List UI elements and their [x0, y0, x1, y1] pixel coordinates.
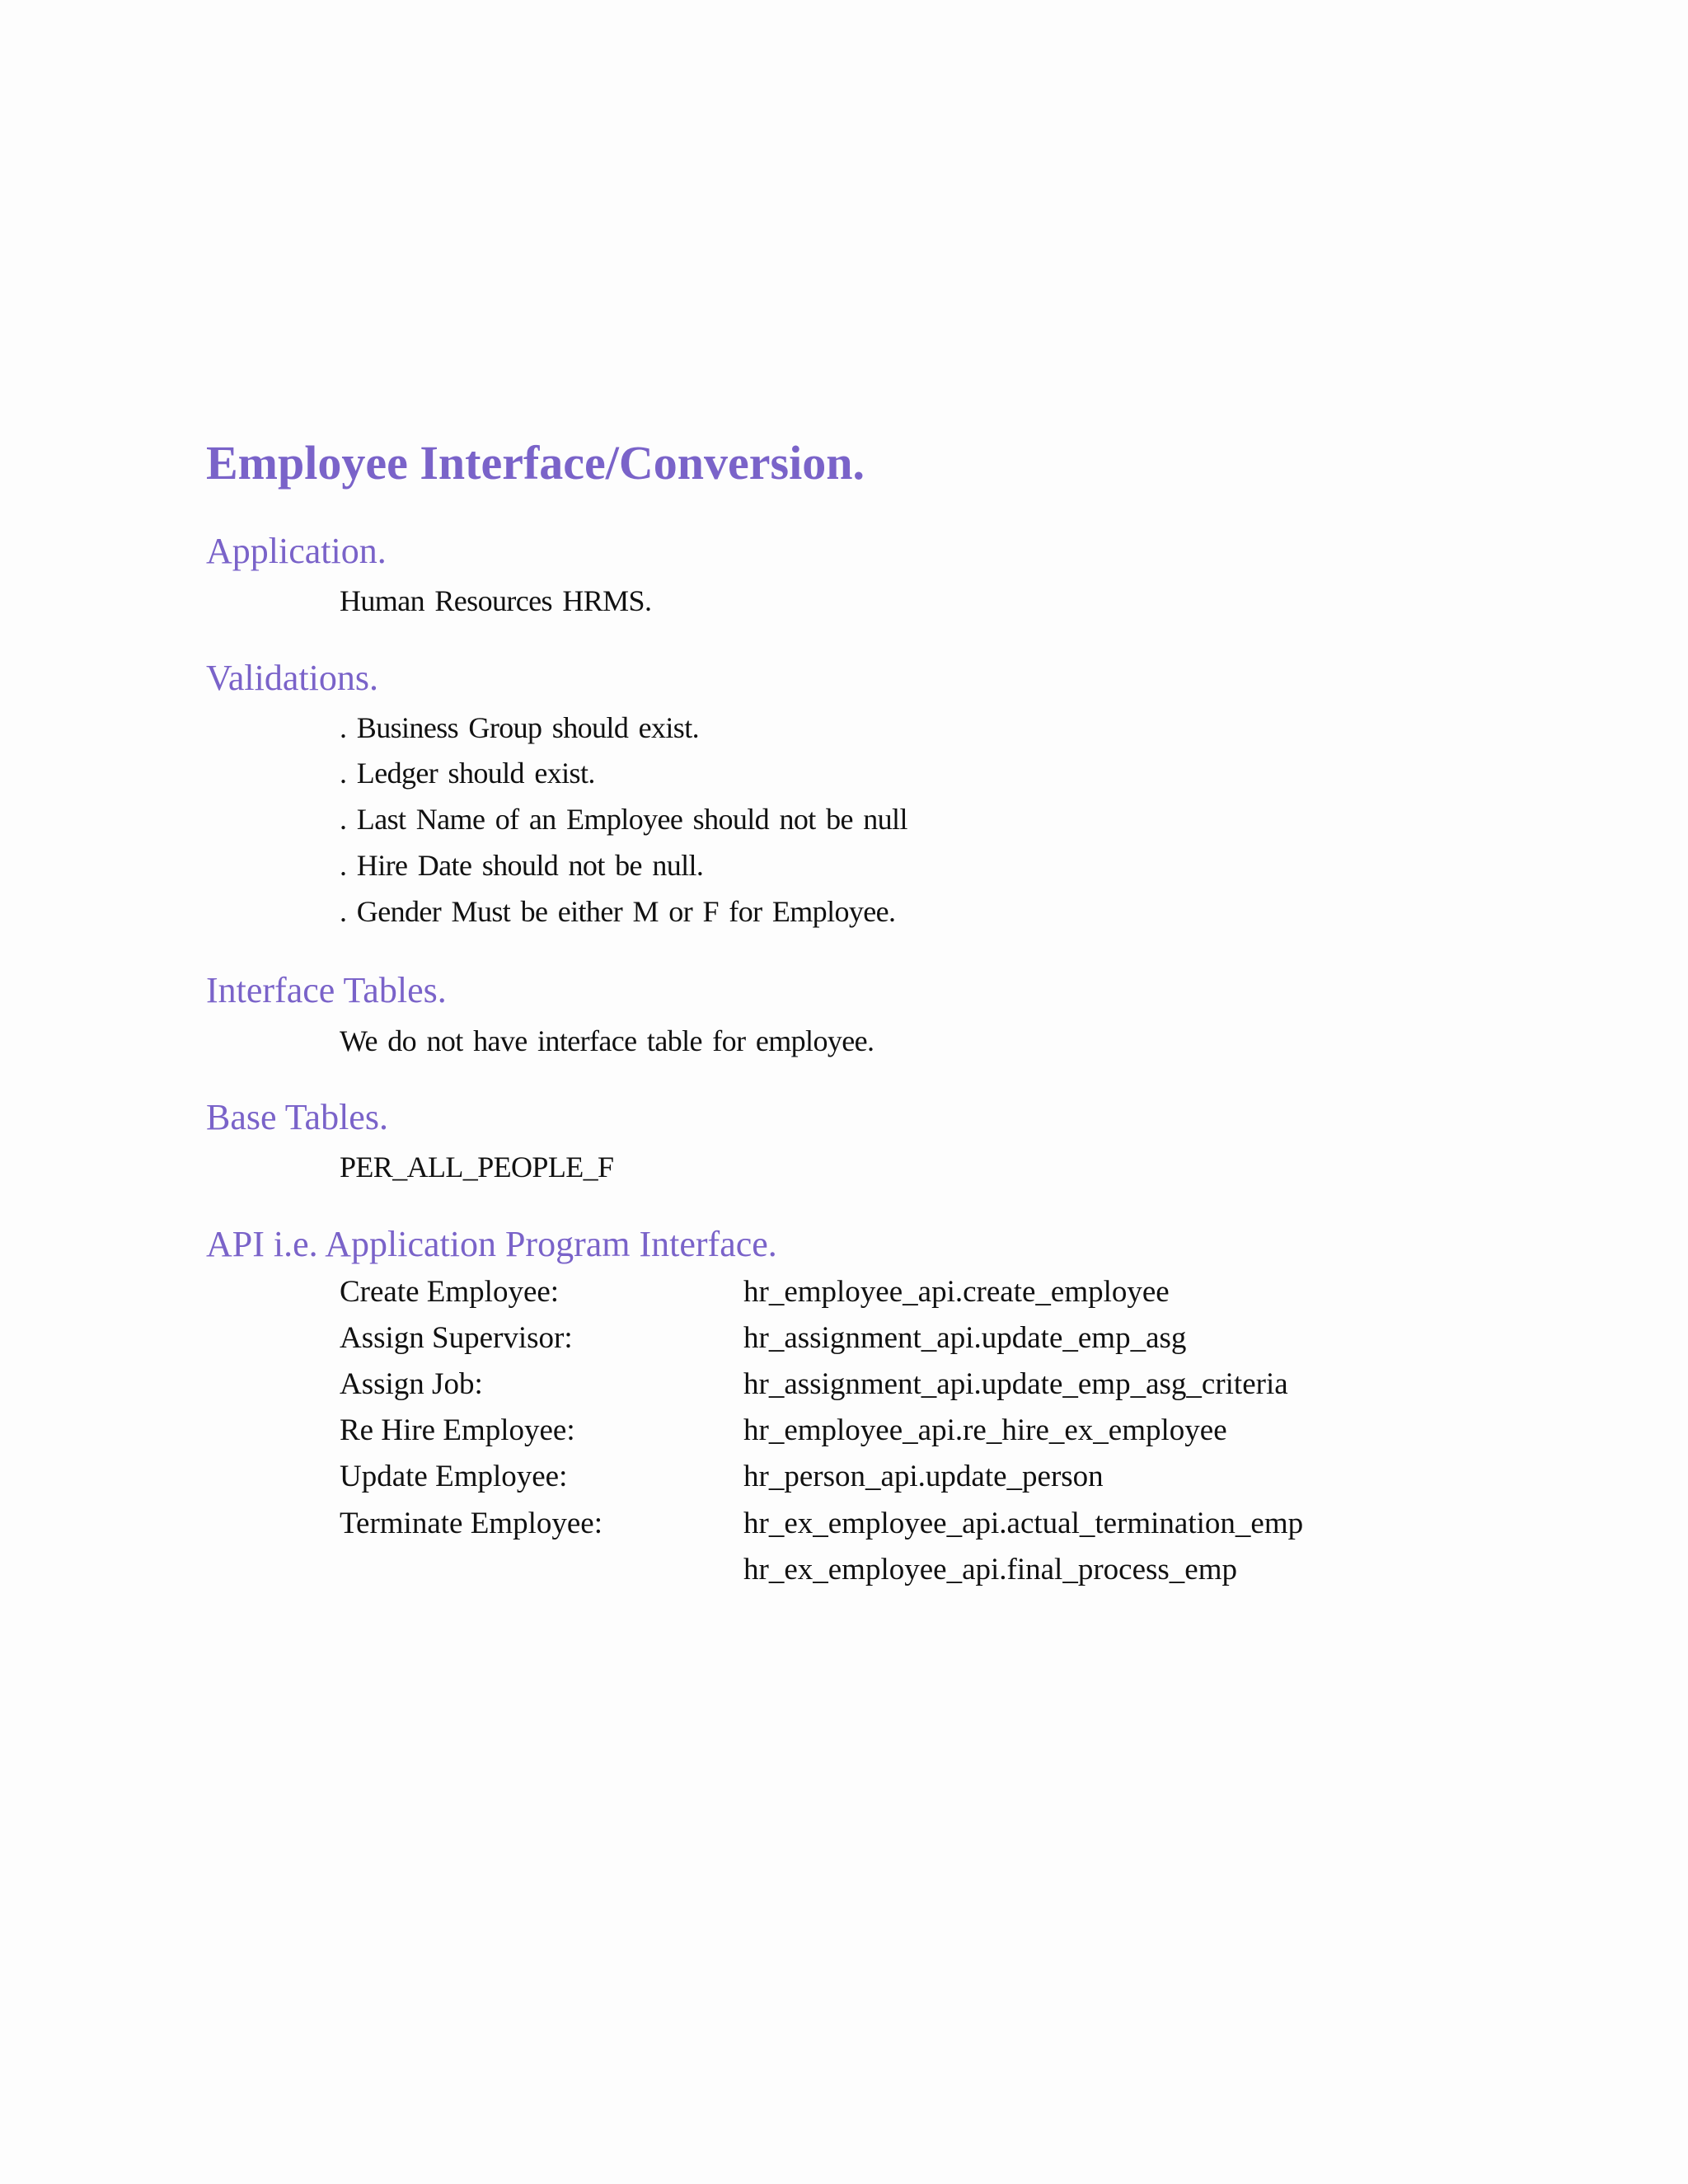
- api-row-label: Create Employee:: [340, 1275, 560, 1309]
- api-row-label: Assign Supervisor:: [340, 1321, 573, 1355]
- validation-item: . Last Name of an Employee should not be null: [340, 803, 907, 836]
- api-row-label: Re Hire Employee:: [340, 1413, 575, 1447]
- api-row-value: hr_person_api.update_person: [743, 1460, 1104, 1493]
- base-tables-heading: Base Tables.: [206, 1097, 388, 1137]
- application-heading: Application.: [206, 531, 387, 571]
- validation-item: . Ledger should exist.: [340, 757, 595, 790]
- validation-item: . Business Group should exist.: [340, 711, 700, 744]
- validation-item: . Gender Must be either M or F for Employee.: [340, 895, 896, 928]
- api-row-value: hr_employee_api.re_hire_ex_employee: [743, 1413, 1227, 1447]
- api-row-value: hr_ex_employee_api.final_process_emp: [743, 1553, 1237, 1586]
- api-row-value: hr_assignment_api.update_emp_asg_criteria: [743, 1367, 1288, 1401]
- validation-item: . Hire Date should not be null.: [340, 849, 704, 882]
- api-row-label: Terminate Employee:: [340, 1507, 603, 1540]
- api-row-value: hr_ex_employee_api.actual_termination_emp: [743, 1507, 1304, 1540]
- interface-tables-text: We do not have interface table for employee.: [340, 1024, 874, 1057]
- application-text: Human Resources HRMS.: [340, 584, 652, 617]
- api-row-label: Update Employee:: [340, 1460, 568, 1493]
- validations-heading: Validations.: [206, 658, 378, 698]
- api-row-value: hr_assignment_api.update_emp_asg: [743, 1321, 1187, 1355]
- api-row-label: Assign Job:: [340, 1367, 483, 1401]
- api-row-value: hr_employee_api.create_employee: [743, 1275, 1170, 1309]
- document-title: Employee Interface/Conversion.: [206, 436, 865, 490]
- interface-tables-heading: Interface Tables.: [206, 970, 447, 1010]
- api-heading: API i.e. Application Program Interface.: [206, 1224, 777, 1264]
- base-tables-text: PER_ALL_PEOPLE_F: [340, 1151, 614, 1183]
